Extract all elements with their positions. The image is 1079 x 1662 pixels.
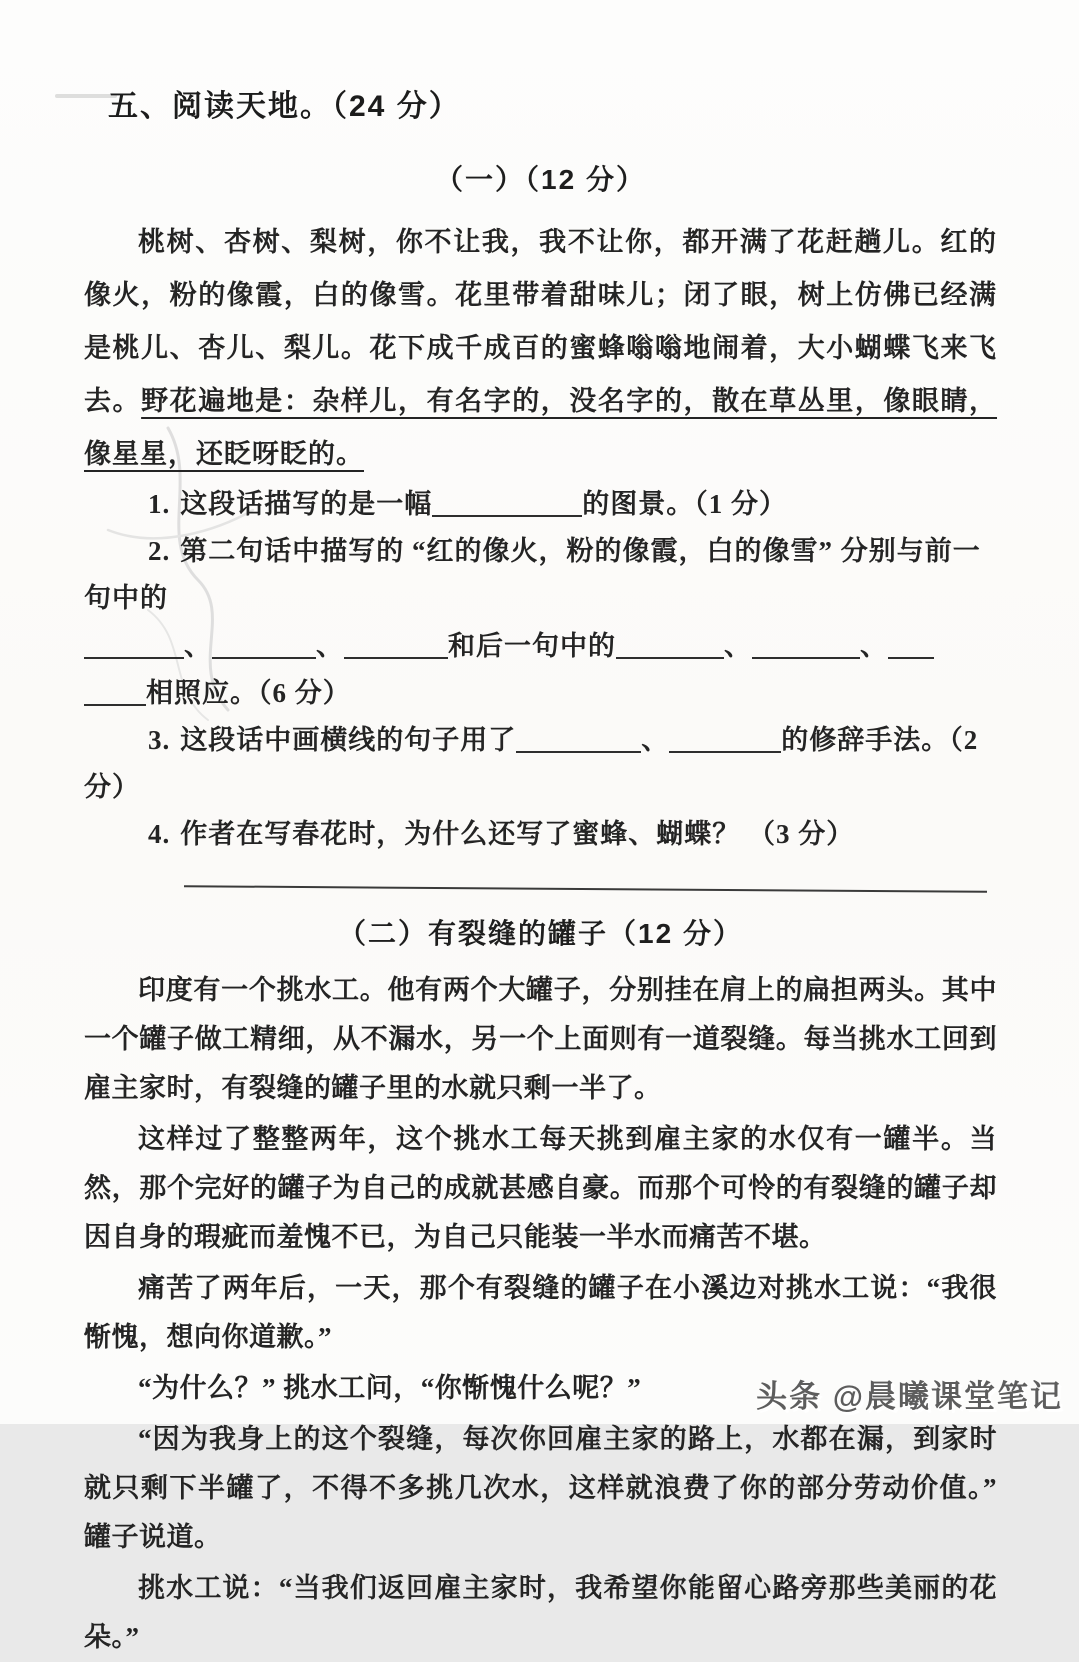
question-2-number: 2. xyxy=(148,536,171,566)
question-1 xyxy=(84,481,997,528)
question-2-blank-2 xyxy=(212,629,316,659)
watermark: 头条 @晨曦课堂笔记 xyxy=(756,1379,1063,1414)
question-3 xyxy=(84,717,997,811)
enum-comma: 、 xyxy=(724,631,752,661)
part1-heading: （一）（12 分） xyxy=(435,164,646,195)
question-3-blank-1 xyxy=(516,723,641,753)
question-2-text: 第二句话中描写的 “红的像火，粉的像霞，白的像雪” 分别与前一句中的 xyxy=(84,536,981,613)
question-3-text-end: 的修辞手法。（2 分） xyxy=(84,725,979,802)
paragraph-2: 这样过了整整两年，这个挑水工每天挑到雇主家的水仅有一罐半。当然，那个完好的罐子为自己的成就甚感自豪。而那个可怜的有裂缝的罐子却因自身的瑕疵而羞愧不已，为自己只能装一半水而痛苦不堪。 xyxy=(84,1124,997,1252)
paragraph-5: “因为我身上的这个裂缝，每次你回雇主家的路上，水都在漏，到家时就只剩下半罐了，不得不多挑几次水，这样就浪费了你的部分劳动价值。” 罐子说道。 xyxy=(84,1424,997,1552)
question-4-text: 作者在写春花时，为什么还写了蜜蜂、蝴蝶？ （3 分） xyxy=(180,819,855,849)
enum-comma: 、 xyxy=(184,631,212,661)
question-2-blank-5 xyxy=(752,629,860,659)
paragraph-3: 痛苦了两年后，一天，那个有裂缝的罐子在小溪边对挑水工说：“我很惭愧，想向你道歉。” xyxy=(84,1273,997,1352)
question-4 xyxy=(84,811,997,858)
question-2-line-1 xyxy=(84,528,997,622)
paragraph-4: “为什么？” 挑水工问，“你惭愧什么呢？” xyxy=(138,1373,642,1403)
paragraph-6: 挑水工说：“当我们返回雇主家时，我希望你能留心路旁那些美丽的花朵。” xyxy=(84,1573,997,1652)
question-3-blank-2 xyxy=(669,723,781,753)
question-1-blank xyxy=(432,487,582,517)
question-2-blank-1 xyxy=(84,629,184,659)
question-2-tail-text: 相照应。（6 分） xyxy=(146,678,351,708)
question-2-blanks-row xyxy=(84,622,997,670)
underlined-sentence: 野花遍地是：杂样儿，有名字的，没名字的，散在草丛里，像眼睛，像星星，还眨呀眨的。 xyxy=(84,386,998,469)
enum-comma: 、 xyxy=(316,631,344,661)
question-2-blank-6 xyxy=(888,629,934,659)
question-3-text: 这段话中画横线的句子用了 xyxy=(180,725,517,755)
question-1-number: 1. xyxy=(148,489,171,519)
question-2-blank-7 xyxy=(84,676,146,706)
question-2-blank-4 xyxy=(616,629,724,659)
question-1-text-end: 的图景。（1 分） xyxy=(582,489,787,519)
question-2-blank-3 xyxy=(344,629,448,659)
answer-line xyxy=(184,885,987,893)
section-heading: 五、阅读天地。（24 分） xyxy=(108,90,461,123)
question-1-text: 这段话描写的是一幅 xyxy=(180,489,433,519)
enum-comma: 、 xyxy=(860,631,888,661)
question-2-line-3 xyxy=(84,670,997,717)
passage-text: 桃树、杏树、梨树，你不让我，我不让你，都开满了花赶趟儿。红的像火，粉的像霞，白的像雪。花里带着甜味儿；闭了眼，树上仿佛已经满是桃儿、杏儿、梨儿。花下成千成百的蜜蜂嗡嗡地闹着，大小蝴蝶飞来飞去。 xyxy=(84,227,997,416)
part1-passage xyxy=(84,216,997,481)
part2-heading: （二）有裂缝的罐子（12 分） xyxy=(338,918,743,949)
enum-comma: 、 xyxy=(641,725,670,755)
question-2-mid-text: 和后一句中的 xyxy=(448,631,616,661)
question-4-number: 4. xyxy=(148,819,171,849)
paragraph-1: 印度有一个挑水工。他有两个大罐子，分别挂在肩上的扁担两头。其中一个罐子做工精细，从不漏水，另一个上面则有一道裂缝。每当挑水工回到雇主家时，有裂缝的罐子里的水就只剩一半了。 xyxy=(84,975,997,1103)
question-3-number: 3. xyxy=(148,725,171,755)
